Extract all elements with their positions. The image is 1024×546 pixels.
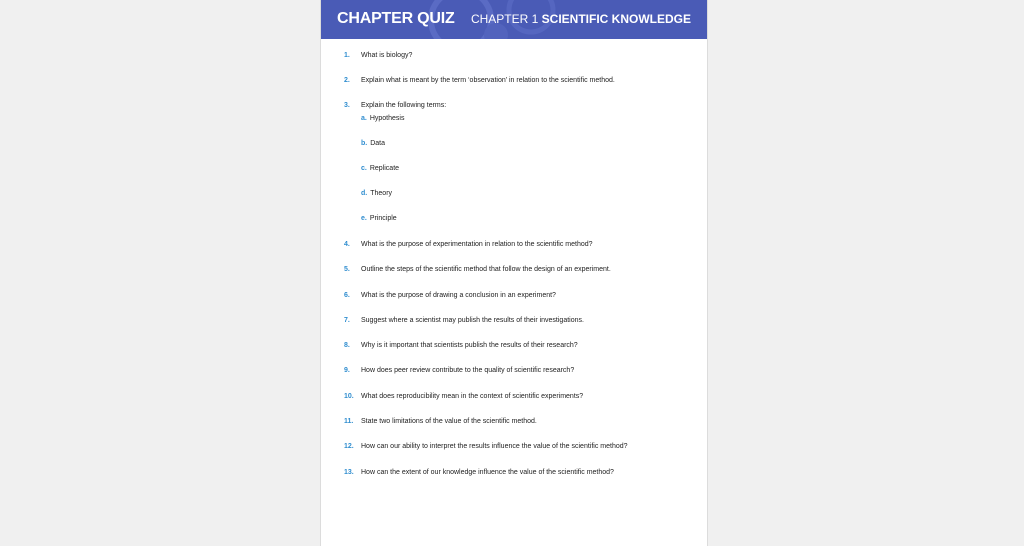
question-text: What does reproducibility mean in the context of scientific experiments? [361, 393, 584, 400]
question-number: 6. [344, 292, 350, 299]
subterm-text: Data [370, 140, 386, 147]
question-number: 3. [344, 102, 350, 109]
chapter-label: CHAPTER 1 [470, 12, 539, 26]
question-text: Explain the following terms: [361, 102, 447, 109]
question-text: Outline the steps of the scientific method that follow the design of an experiment. [361, 266, 611, 273]
question-number: 13. [344, 469, 354, 476]
subterm-text: Hypothesis [369, 115, 405, 122]
quiz-page [320, 0, 708, 546]
header-banner [321, 0, 707, 39]
subterm-item [361, 139, 385, 148]
chapter-name: SCIENTIFIC KNOWLEDGE [541, 12, 691, 26]
subterm-letter: b. [361, 140, 368, 147]
question-text: Suggest where a scientist may publish the results of their investigations. [361, 317, 584, 324]
question-text: Why is it important that scientists publish the results of their research? [361, 342, 578, 349]
question-number: 12. [344, 443, 354, 450]
chapter-title [471, 12, 691, 26]
quiz-title: CHAPTER QUIZ [337, 10, 455, 27]
question-text: How can our ability to interpret the results influence the value of the scientific method? [361, 443, 628, 450]
subterm-letter: a. [361, 115, 367, 122]
subterm-text: Theory [370, 190, 393, 197]
question-text: What is the purpose of experimentation in relation to the scientific method? [361, 241, 593, 248]
question-number: 4. [344, 241, 350, 248]
question-text: How does peer review contribute to the quality of scientific research? [361, 367, 575, 374]
question-text: What is biology? [361, 52, 413, 59]
subterm-letter: c. [361, 165, 367, 172]
subterm-item [361, 164, 399, 173]
subterm-item [361, 214, 397, 223]
subterm-item [361, 189, 392, 198]
subterm-text: Principle [369, 215, 397, 222]
question-number: 1. [344, 52, 350, 59]
subterm-text: Replicate [369, 165, 400, 172]
question-number: 11. [344, 418, 354, 425]
question-number: 8. [344, 342, 350, 349]
subterm-letter: d. [361, 190, 368, 197]
question-number: 2. [344, 77, 350, 84]
question-text: What is the purpose of drawing a conclusion in an experiment? [361, 292, 556, 299]
subterm-letter: e. [361, 215, 367, 222]
question-number: 10. [344, 393, 354, 400]
subterm-item [361, 114, 404, 123]
question-text: Explain what is meant by the term ‘observation’ in relation to the scientific method. [361, 77, 615, 84]
question-number: 9. [344, 367, 350, 374]
question-number: 5. [344, 266, 350, 273]
question-text: State two limitations of the value of the scientific method. [361, 418, 537, 425]
question-text: How can the extent of our knowledge influence the value of the scientific method? [361, 469, 614, 476]
question-number: 7. [344, 317, 350, 324]
